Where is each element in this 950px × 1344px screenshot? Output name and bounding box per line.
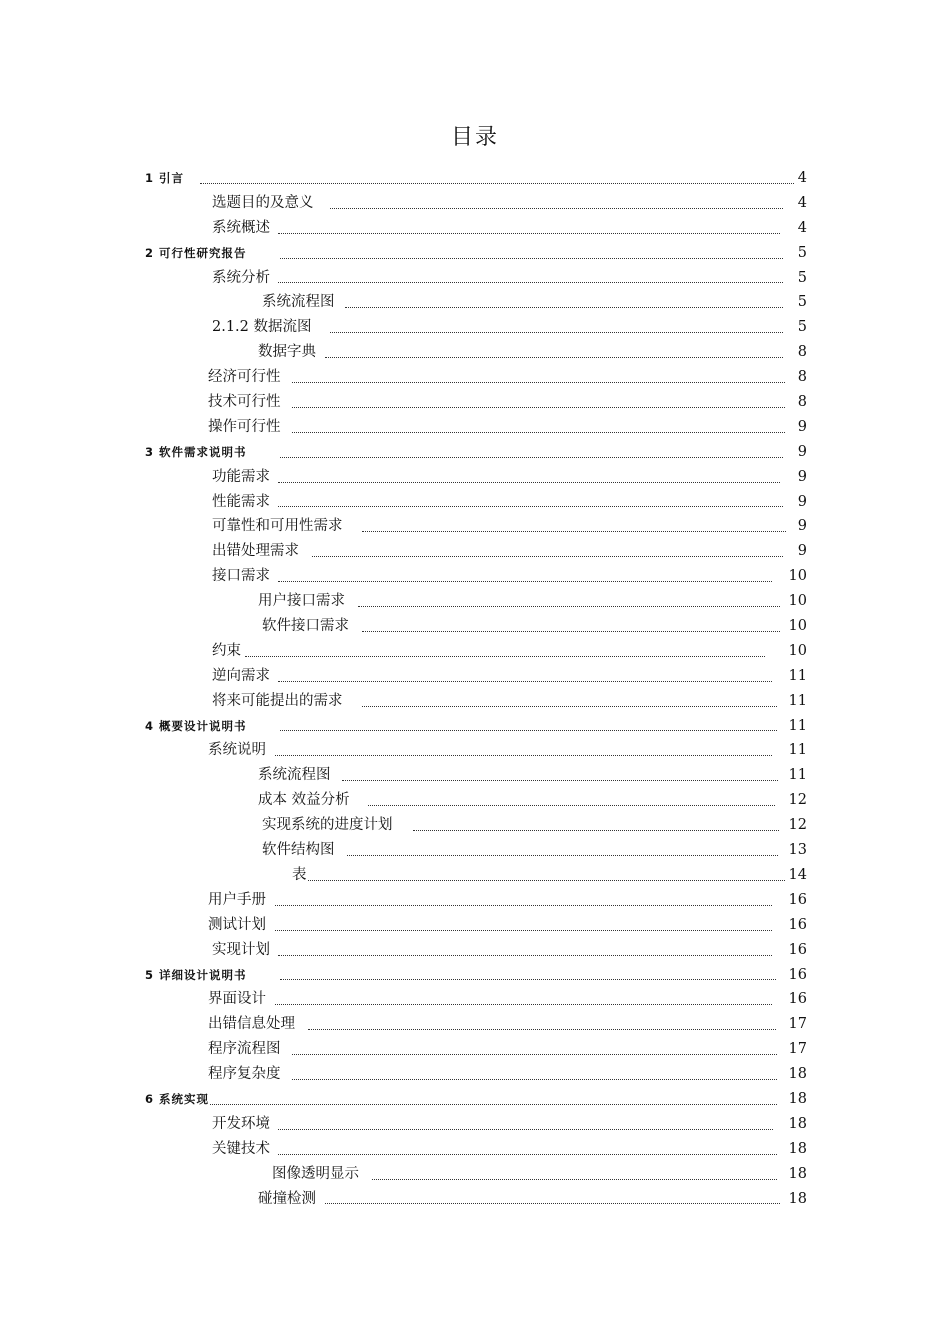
toc-entry-label: 实现计划 xyxy=(212,938,271,963)
toc-dot-leader xyxy=(312,539,783,564)
toc-chapter-entry[interactable] xyxy=(0,963,950,988)
toc-page-number: 18 xyxy=(788,1190,807,1207)
toc-entry-label: 6 系统实现 xyxy=(145,1087,210,1112)
toc-entry-label: 实现系统的进度计划 xyxy=(262,813,394,838)
toc-entry-label: 经济可行性 xyxy=(208,365,282,390)
toc-chapter-entry[interactable] xyxy=(0,166,950,191)
toc-entry[interactable] xyxy=(0,340,950,365)
toc-entry-label: 碰撞检测 xyxy=(258,1187,317,1212)
toc-dot-leader xyxy=(292,390,785,415)
toc-page-number: 9 xyxy=(797,468,807,485)
toc-page-number: 5 xyxy=(797,319,807,336)
toc-entry[interactable] xyxy=(0,913,950,938)
toc-entry[interactable] xyxy=(0,1037,950,1062)
toc-entry-label: 出错信息处理 xyxy=(208,1012,296,1037)
toc-entry-label: 1 引言 xyxy=(145,166,185,191)
toc-page-number: 10 xyxy=(788,568,807,585)
toc-entry-label: 接口需求 xyxy=(212,564,271,589)
toc-dot-leader xyxy=(275,738,772,763)
toc-dot-leader xyxy=(280,714,777,739)
toc-page-number: 8 xyxy=(797,369,807,386)
toc-entry[interactable] xyxy=(0,987,950,1012)
toc-page-number: 14 xyxy=(788,866,807,883)
toc-entry[interactable] xyxy=(0,664,950,689)
toc-entry[interactable] xyxy=(0,838,950,863)
toc-dot-leader xyxy=(362,614,780,639)
toc-entry-label: 开发环境 xyxy=(212,1112,271,1137)
toc-page-number: 16 xyxy=(788,891,807,908)
toc-chapter-entry[interactable] xyxy=(0,241,950,266)
toc-entry-label: 程序复杂度 xyxy=(208,1062,282,1087)
toc-page-number: 9 xyxy=(797,518,807,535)
toc-page-number: 4 xyxy=(797,219,807,236)
toc-dot-leader xyxy=(245,639,765,664)
toc-page-number: 18 xyxy=(788,1165,807,1182)
toc-page-number: 4 xyxy=(797,170,807,186)
toc-dot-leader xyxy=(278,490,783,515)
toc-dot-leader xyxy=(345,290,783,315)
toc-entry-label: 系统流程图 xyxy=(262,290,336,315)
toc-entry-label: 界面设计 xyxy=(208,987,267,1012)
toc-dot-leader xyxy=(330,191,783,216)
toc-entry-label: 功能需求 xyxy=(212,465,271,490)
toc-dot-leader xyxy=(195,1087,777,1112)
toc-entry[interactable] xyxy=(0,1012,950,1037)
toc-chapter-entry[interactable] xyxy=(0,1087,950,1112)
toc-page-number: 18 xyxy=(788,1090,807,1107)
toc-entry-label: 5 详细设计说明书 xyxy=(145,963,248,988)
toc-page-number: 12 xyxy=(788,792,807,809)
toc-dot-leader xyxy=(275,913,772,938)
toc-dot-leader xyxy=(275,888,772,913)
toc-entry[interactable] xyxy=(0,514,950,539)
toc-page-number: 16 xyxy=(788,916,807,933)
toc-page-number: 5 xyxy=(797,244,807,261)
toc-dot-leader xyxy=(362,689,777,714)
toc-entry-label: 软件结构图 xyxy=(262,838,336,863)
toc-dot-leader xyxy=(292,1037,777,1062)
toc-dot-leader xyxy=(280,963,776,988)
toc-dot-leader xyxy=(413,813,779,838)
toc-dot-leader xyxy=(325,1187,780,1212)
toc-page-number: 11 xyxy=(788,767,807,784)
toc-entry-label: 出错处理需求 xyxy=(212,539,300,564)
toc-page-number: 12 xyxy=(788,817,807,834)
toc-entry-label: 4 概要设计说明书 xyxy=(145,714,248,739)
toc-entry-label: 系统说明 xyxy=(208,738,267,763)
toc-page-number: 18 xyxy=(788,1066,807,1083)
toc-entry-label: 系统流程图 xyxy=(258,763,332,788)
toc-page-number: 17 xyxy=(788,1041,807,1058)
toc-page-number: 11 xyxy=(788,742,807,759)
toc-entry-label: 表 xyxy=(292,863,308,888)
toc-dot-leader xyxy=(292,365,785,390)
toc-entry[interactable] xyxy=(0,216,950,241)
toc-entry[interactable] xyxy=(0,266,950,291)
toc-entry-label: 2 可行性研究报告 xyxy=(145,241,248,266)
toc-dot-leader xyxy=(292,1062,777,1087)
toc-entry-label: 用户接口需求 xyxy=(258,589,346,614)
toc-dot-leader xyxy=(292,415,785,440)
toc-entry[interactable] xyxy=(0,1162,950,1187)
toc-entry[interactable] xyxy=(0,1187,950,1212)
toc-dot-leader xyxy=(278,664,772,689)
toc-page-number: 16 xyxy=(788,966,807,983)
toc-entry-label: 2.1.2 数据流图 xyxy=(212,315,313,340)
toc-entry[interactable] xyxy=(0,763,950,788)
toc-dot-leader xyxy=(200,166,794,191)
toc-entry-label: 操作可行性 xyxy=(208,415,282,440)
toc-dot-leader xyxy=(362,514,786,539)
toc-page-number: 17 xyxy=(788,1016,807,1033)
toc-dot-leader xyxy=(308,1012,776,1037)
toc-chapter-entry[interactable] xyxy=(0,714,950,739)
toc-page-number: 11 xyxy=(788,692,807,709)
toc-list xyxy=(0,166,950,1211)
toc-entry[interactable] xyxy=(0,415,950,440)
toc-entry-label: 系统概述 xyxy=(212,216,271,241)
toc-entry-label: 3 软件需求说明书 xyxy=(145,440,248,465)
toc-dot-leader xyxy=(278,465,780,490)
toc-entry-label: 系统分析 xyxy=(212,266,271,291)
toc-entry[interactable] xyxy=(0,465,950,490)
toc-dot-leader xyxy=(278,564,772,589)
toc-entry[interactable] xyxy=(0,365,950,390)
toc-page-number: 5 xyxy=(797,269,807,286)
toc-entry[interactable] xyxy=(0,564,950,589)
toc-page-number: 8 xyxy=(797,344,807,361)
toc-dot-leader xyxy=(347,838,778,863)
toc-dot-leader xyxy=(278,1112,773,1137)
toc-dot-leader xyxy=(280,241,783,266)
toc-dot-leader xyxy=(308,863,785,888)
toc-entry-label: 将来可能提出的需求 xyxy=(212,689,344,714)
toc-entry[interactable] xyxy=(0,490,950,515)
toc-entry[interactable] xyxy=(0,788,950,813)
toc-dot-leader xyxy=(280,440,783,465)
toc-page-number: 10 xyxy=(788,593,807,610)
toc-entry[interactable] xyxy=(0,813,950,838)
toc-page-number: 10 xyxy=(788,642,807,659)
toc-dot-leader xyxy=(342,763,778,788)
toc-dot-leader xyxy=(278,266,783,291)
toc-dot-leader xyxy=(275,987,772,1012)
toc-page-number: 5 xyxy=(797,294,807,311)
toc-entry[interactable] xyxy=(0,1062,950,1087)
toc-entry-label: 程序流程图 xyxy=(208,1037,282,1062)
toc-dot-leader xyxy=(278,1137,777,1162)
toc-entry-label: 约束 xyxy=(212,639,242,664)
toc-entry[interactable] xyxy=(0,863,950,888)
toc-page-number: 10 xyxy=(788,618,807,635)
toc-entry[interactable] xyxy=(0,290,950,315)
toc-page-number: 18 xyxy=(788,1115,807,1132)
toc-entry-label: 性能需求 xyxy=(212,490,271,515)
toc-dot-leader xyxy=(278,938,772,963)
toc-entry[interactable] xyxy=(0,390,950,415)
toc-entry-label: 数据字典 xyxy=(258,340,317,365)
toc-entry-label: 图像透明显示 xyxy=(272,1162,360,1187)
toc-entry-label: 软件接口需求 xyxy=(262,614,350,639)
toc-entry[interactable] xyxy=(0,888,950,913)
toc-page-number: 11 xyxy=(788,667,807,684)
toc-entry[interactable] xyxy=(0,614,950,639)
toc-chapter-entry[interactable] xyxy=(0,440,950,465)
toc-page-number: 9 xyxy=(797,418,807,435)
toc-entry[interactable] xyxy=(0,738,950,763)
toc-entry[interactable] xyxy=(0,639,950,664)
toc-page-number: 9 xyxy=(797,493,807,510)
toc-page-number: 8 xyxy=(797,394,807,411)
toc-page-number: 9 xyxy=(797,443,807,460)
toc-entry[interactable] xyxy=(0,589,950,614)
toc-entry-label: 关键技术 xyxy=(212,1137,271,1162)
toc-dot-leader xyxy=(330,315,783,340)
toc-entry-label: 用户手册 xyxy=(208,888,267,913)
toc-entry-label: 逆向需求 xyxy=(212,664,271,689)
toc-dot-leader xyxy=(278,216,780,241)
toc-dot-leader xyxy=(325,340,783,365)
toc-entry[interactable] xyxy=(0,1112,950,1137)
toc-entry[interactable] xyxy=(0,191,950,216)
toc-dot-leader xyxy=(358,589,780,614)
toc-page-number: 13 xyxy=(788,842,807,859)
toc-page-number: 4 xyxy=(797,194,807,211)
toc-entry-label: 可靠性和可用性需求 xyxy=(212,514,344,539)
toc-entry-label: 测试计划 xyxy=(208,913,267,938)
toc-page-number: 16 xyxy=(788,941,807,958)
toc-entry-label: 选题目的及意义 xyxy=(212,191,315,216)
toc-dot-leader xyxy=(368,788,775,813)
toc-page-number: 9 xyxy=(797,543,807,560)
toc-page-number: 11 xyxy=(788,717,807,734)
toc-title: 目录 xyxy=(450,125,499,150)
toc-entry[interactable] xyxy=(0,938,950,963)
toc-entry-label: 技术可行性 xyxy=(208,390,282,415)
toc-entry[interactable] xyxy=(0,539,950,564)
toc-page-number: 16 xyxy=(788,991,807,1008)
toc-entry[interactable] xyxy=(0,1137,950,1162)
toc-entry[interactable] xyxy=(0,689,950,714)
toc-entry[interactable] xyxy=(0,315,950,340)
toc-page-number: 18 xyxy=(788,1140,807,1157)
toc-entry-label: 成本 效益分析 xyxy=(258,788,351,813)
toc-dot-leader xyxy=(372,1162,777,1187)
